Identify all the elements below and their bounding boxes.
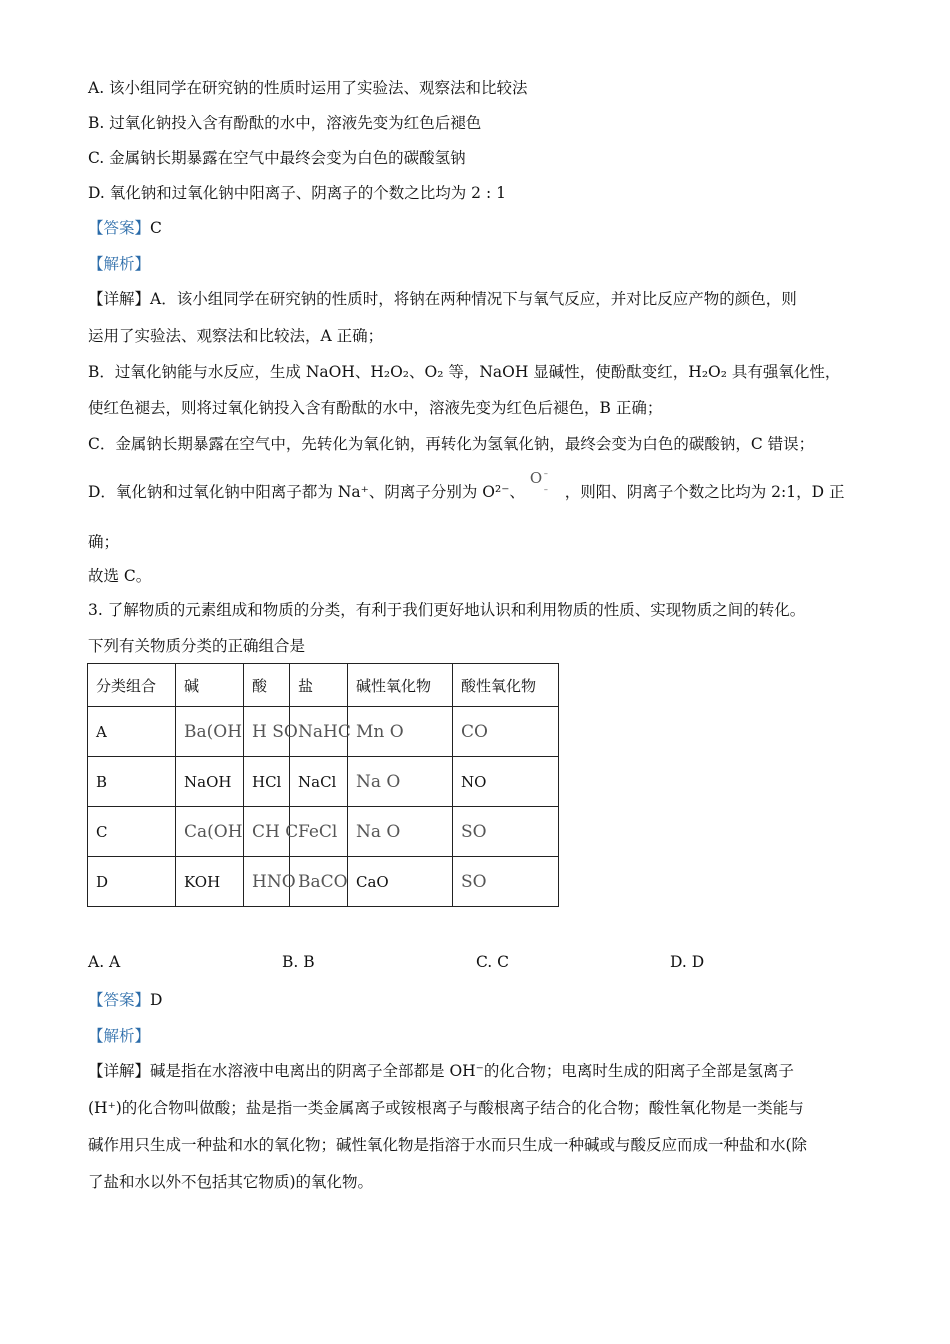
ion-charge: – [543, 469, 548, 478]
table-cell [290, 707, 351, 757]
table-cell [348, 807, 453, 857]
answer-value: D [150, 991, 163, 1009]
header-cell: 碱 [176, 664, 244, 707]
formula-text: NaHC [298, 721, 351, 742]
q2-detail-c: C．金属钠长期暴露在空气中，先转化为氧化钠，再转化为氢氧化钠，最终会变为白色的碳酸钠，C 错误； [88, 435, 815, 453]
q2-analysis-tag: 【解析】 [88, 255, 151, 273]
formula-text: Na O [356, 821, 401, 842]
formula-text: SO [461, 871, 487, 892]
table-cell [244, 807, 299, 857]
header-cell: 酸性氧化物 [453, 664, 559, 707]
detail-d-post: ，则阳、阴离子个数之比均为 2:1，D 正 [564, 483, 845, 501]
table-row [88, 757, 559, 807]
table-row [88, 707, 559, 757]
formula-text: Na O [356, 771, 401, 792]
table-cell [453, 807, 559, 857]
table-cell: KOH [176, 857, 244, 907]
table-cell [453, 707, 559, 757]
q2-option-a: A. 该小组同学在研究钠的性质时运用了实验法、观察法和比较法 [88, 79, 528, 97]
header-cell: 分类组合 [88, 664, 176, 707]
formula-text: CO [461, 721, 488, 742]
formula-text: Ca(OH [184, 821, 243, 842]
q3-answer [88, 988, 162, 1010]
table-cell [290, 857, 348, 907]
table-cell [348, 707, 453, 757]
table-cell [348, 757, 453, 807]
table-cell [244, 857, 296, 907]
table-cell [176, 707, 244, 757]
answer-tag: 【答案】 [88, 219, 151, 237]
detail-text: A．该小组同学在研究钠的性质时，将钠在两种情况下与氧气反应，并对比反应产物的颜色，则 [150, 290, 797, 308]
q3-detail-line1 [88, 1059, 794, 1081]
formula-text: H SO [252, 721, 298, 742]
formula-text: Mn O [356, 721, 404, 742]
table-cell: CaO [348, 857, 453, 907]
detail-text: 碱是指在水溶液中电离出的阴离子全部都是 OH⁻的化合物；电离时生成的阳离子全部是氢离子 [150, 1062, 794, 1080]
q2-detail-a1 [88, 287, 797, 309]
q2-option-b: B. 过氧化钠投入含有酚酞的水中，溶液先变为红色后褪色 [88, 114, 482, 132]
table-cell [176, 807, 244, 857]
q2-detail-b2: 使红色褪去，则将过氧化钠投入含有酚酞的水中，溶液先变为红色后褪色，B 正确； [88, 399, 663, 417]
q2-answer [88, 216, 162, 238]
choice-b[interactable]: B. B [282, 953, 315, 971]
q3-stem-line1: 3. 了解物质的元素组成和物质的分类，有利于我们更好地认识和利用物质的性质、实现物质之间的转化。 [88, 601, 806, 619]
q2-detail-d-end: 确； [88, 533, 120, 551]
detail-tag: 【详解】 [88, 290, 151, 308]
table-cell: D [88, 857, 176, 907]
q2-option-c: C. 金属钠长期暴露在空气中最终会变为白色的碳酸氢钠 [88, 149, 466, 167]
q2-detail-d [88, 469, 845, 503]
table-header-row [88, 664, 559, 707]
formula-text: HNO [252, 871, 296, 892]
choice-a[interactable]: A. A [88, 953, 121, 971]
q2-detail-a2: 运用了实验法、观察法和比较法，A 正确； [88, 327, 384, 345]
table-cell: HCl [244, 757, 290, 807]
table-cell: C [88, 807, 176, 857]
q2-conclusion: 故选 C。 [88, 567, 152, 585]
table-cell: A [88, 707, 176, 757]
q3-stem-line2: 下列有关物质分类的正确组合是 [88, 637, 306, 655]
ion-letter: O [529, 469, 543, 487]
q3-detail-line3: 碱作用只生成一种盐和水的氧化物；碱性氧化物是指溶于水而只生成一种碱或与酸反应而成一种盐和水(除 [88, 1136, 808, 1154]
table-cell: B [88, 757, 176, 807]
formula-text: SO [461, 821, 487, 842]
header-cell: 酸 [244, 664, 290, 707]
table-cell [453, 857, 559, 907]
q2-detail-b1: B．过氧化钠能与水反应，生成 NaOH、H₂O₂、O₂ 等，NaOH 显碱性，使酚酞变红，H₂O₂ 具有强氧化性， [88, 363, 841, 381]
formula-text: Ba(OH [184, 721, 243, 742]
classification-table [87, 663, 559, 907]
choice-d[interactable]: D. D [670, 953, 705, 971]
table-cell: NO [453, 757, 559, 807]
q2-option-d: D. 氧化钠和过氧化钠中阳离子、阴离子的个数之比均为 2 : 1 [88, 184, 506, 202]
header-cell: 碱性氧化物 [348, 664, 453, 707]
q3-detail-line4: 了盐和水以外不包括其它物质)的氧化物。 [88, 1173, 374, 1191]
formula-text: FeCl [298, 821, 338, 842]
table-row [88, 857, 559, 907]
table-cell: NaCl [290, 757, 348, 807]
detail-d-pre: D．氧化钠和过氧化钠中阳离子都为 Na⁺、阴离子分别为 O²⁻、 [88, 483, 525, 501]
table-row [88, 807, 559, 857]
table-cell [290, 807, 348, 857]
table-cell [244, 707, 298, 757]
answer-value: C [150, 219, 162, 237]
table-cell: NaOH [176, 757, 244, 807]
peroxide-ion-formula [529, 469, 560, 503]
ion-subscript: – [543, 485, 548, 494]
formula-text: BaCO [298, 871, 348, 892]
q3-analysis-tag: 【解析】 [88, 1027, 151, 1045]
formula-text: CH C [252, 821, 299, 842]
choice-c[interactable]: C. C [476, 953, 510, 971]
detail-tag: 【详解】 [88, 1062, 151, 1080]
header-cell: 盐 [290, 664, 348, 707]
q3-detail-line2: (H⁺)的化合物叫做酸；盐是指一类金属离子或铵根离子与酸根离子结合的化合物；酸性氧化物是一类能与 [88, 1099, 804, 1117]
answer-tag: 【答案】 [88, 991, 151, 1009]
